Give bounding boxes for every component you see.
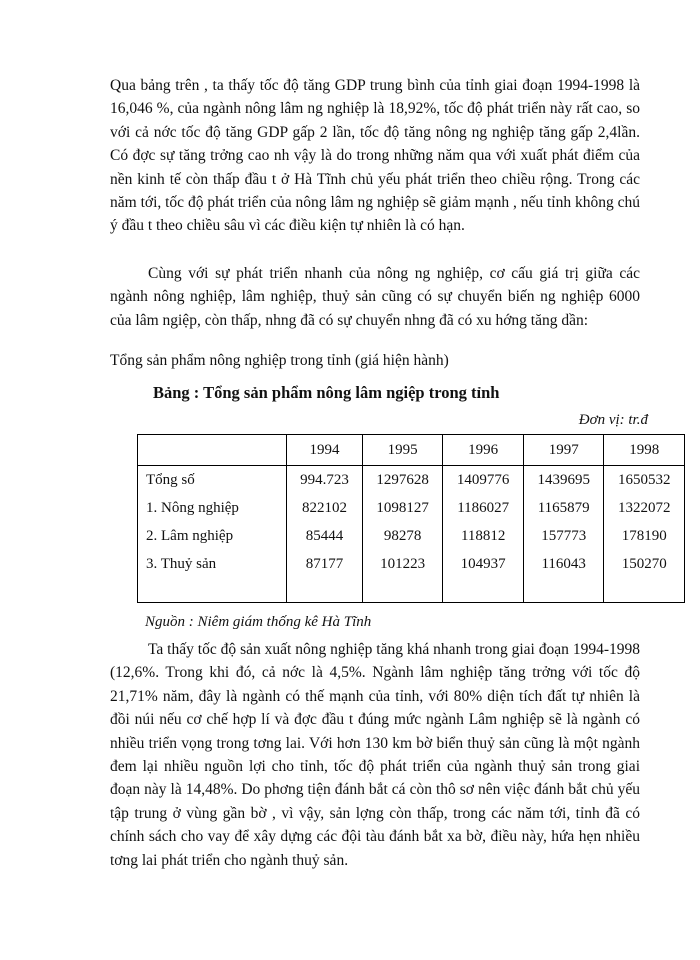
header-year: 1994 bbox=[287, 435, 363, 466]
empty-cell bbox=[604, 578, 685, 603]
table-title: Bảng : Tổng sản phẩm nông lâm ngiệp trong tỉnh bbox=[153, 383, 500, 402]
table-cell: 104937 bbox=[443, 550, 524, 578]
table-cell: 822102 bbox=[287, 494, 363, 522]
row-label: 3. Thuỷ sản bbox=[138, 550, 287, 578]
table-spacer-row bbox=[138, 578, 685, 603]
table-row-fishery bbox=[138, 550, 685, 578]
paragraph-sector-analysis: Ta thấy tốc độ sản xuất nông nghiệp tăng khá nhanh trong giai đoạn 1994-1998 (12,6%. Trong khi đó, cả nớc là 4,5%. Ngành lâm nghiệp tăng trởng với tốc độ 21,71% năm, đây là ngành có thế mạnh của tỉnh, với 80% diện tích đất tự nhiên là đồi núi nếu cơ chế hợp lí và đợc đầu t đúng mức ngành Lâm nghiệp sẽ là ngành có nhiều triển vọng trong tơng lai. Với hơn 130 km bờ biển thuỷ sản cũng là một ngành đem lại nhiều nguồn lợi cho tỉnh, tốc độ phát triển của ngành thuỷ sản trong giai đoạn này là 14,48%. Do phơng tiện đánh bắt cá còn thô sơ nên việc đánh bắt chủ yếu tập trung ở vùng gần bờ , vì vậy, sản lợng còn thấp, trong các năm tới, tỉnh đã có chính sách cho vay để xây dựng các đội tàu đánh bắt xa bờ, điều này, hứa hẹn nhiều tơng lai phát triển cho ngành thuỷ sản. bbox=[110, 641, 640, 869]
row-label: Tổng số bbox=[138, 466, 287, 495]
table-cell: 118812 bbox=[443, 522, 524, 550]
table-cell: 178190 bbox=[604, 522, 685, 550]
paragraph-structure-change: Cùng với sự phát triển nhanh của nông ng nghiệp, cơ cấu giá trị giữa các ngành nông nghiệp, lâm nghiệp, thuỷ sản cũng có sự chuyển biến ng nghiệp 6000 của lâm ngiệp, còn thấp, nhng đã có sự chuyển nhng đã có xu hớng tăng dần: bbox=[110, 265, 640, 329]
table-cell: 1650532 bbox=[604, 466, 685, 495]
source-note: Nguồn : Niêm giám thống kê Hà Tĩnh bbox=[145, 614, 372, 630]
empty-cell bbox=[362, 578, 443, 603]
unit-label: Đơn vị: tr.đ bbox=[578, 412, 648, 428]
table-cell: 1165879 bbox=[523, 494, 604, 522]
table-cell: 994.723 bbox=[287, 466, 363, 495]
header-blank-cell bbox=[138, 435, 287, 466]
table-cell: 157773 bbox=[523, 522, 604, 550]
table-cell: 87177 bbox=[287, 550, 363, 578]
empty-cell bbox=[523, 578, 604, 603]
row-label: 1. Nông nghiệp bbox=[138, 494, 287, 522]
header-year: 1997 bbox=[523, 435, 604, 466]
table-cell: 1297628 bbox=[362, 466, 443, 495]
header-year: 1996 bbox=[443, 435, 524, 466]
empty-cell bbox=[443, 578, 524, 603]
table-cell: 98278 bbox=[362, 522, 443, 550]
empty-cell bbox=[287, 578, 363, 603]
table-header-row bbox=[138, 435, 685, 466]
table-cell: 1098127 bbox=[362, 494, 443, 522]
table-cell: 1439695 bbox=[523, 466, 604, 495]
empty-cell bbox=[138, 578, 287, 603]
table-caption: Tổng sản phẩm nông nghiệp trong tỉnh (giá hiện hành) bbox=[110, 352, 449, 369]
table-cell: 150270 bbox=[604, 550, 685, 578]
table-cell: 1409776 bbox=[443, 466, 524, 495]
table-cell: 116043 bbox=[523, 550, 604, 578]
table-cell: 101223 bbox=[362, 550, 443, 578]
table-cell: 85444 bbox=[287, 522, 363, 550]
agri-product-table bbox=[137, 434, 685, 603]
table-row-agriculture bbox=[138, 494, 685, 522]
paragraph-gdp-growth: Qua bảng trên , ta thấy tốc độ tăng GDP trung bình của tỉnh giai đoạn 1994-1998 là 16,046 %, của ngành nông lâm ng nghiệp là 18,92%, tốc độ phát triển này rất cao, so với cả nớc tốc độ tăng GDP gấp 2 lần, tốc độ tăng nông ng nghiệp tăng gấp 2,4lần. Có đợc sự tăng trởng cao nh vậy là do trong những năm qua với xuất phát điểm của nền kinh tế còn thấp đầu t ở Hà Tĩnh chủ yếu phát triển theo chiều rộng. Trong các năm tới, tốc độ phát triển của nông lâm ng nghiệp sẽ giảm mạnh , nếu tỉnh không chú ý đầu t theo chiều sâu vì các điều kiện tự nhiên là có hạn. bbox=[110, 77, 640, 235]
table-cell: 1322072 bbox=[604, 494, 685, 522]
row-label: 2. Lâm nghiệp bbox=[138, 522, 287, 550]
table-cell: 1186027 bbox=[443, 494, 524, 522]
table-row-total bbox=[138, 466, 685, 495]
table-row-forestry bbox=[138, 522, 685, 550]
header-year: 1998 bbox=[604, 435, 685, 466]
header-year: 1995 bbox=[362, 435, 443, 466]
